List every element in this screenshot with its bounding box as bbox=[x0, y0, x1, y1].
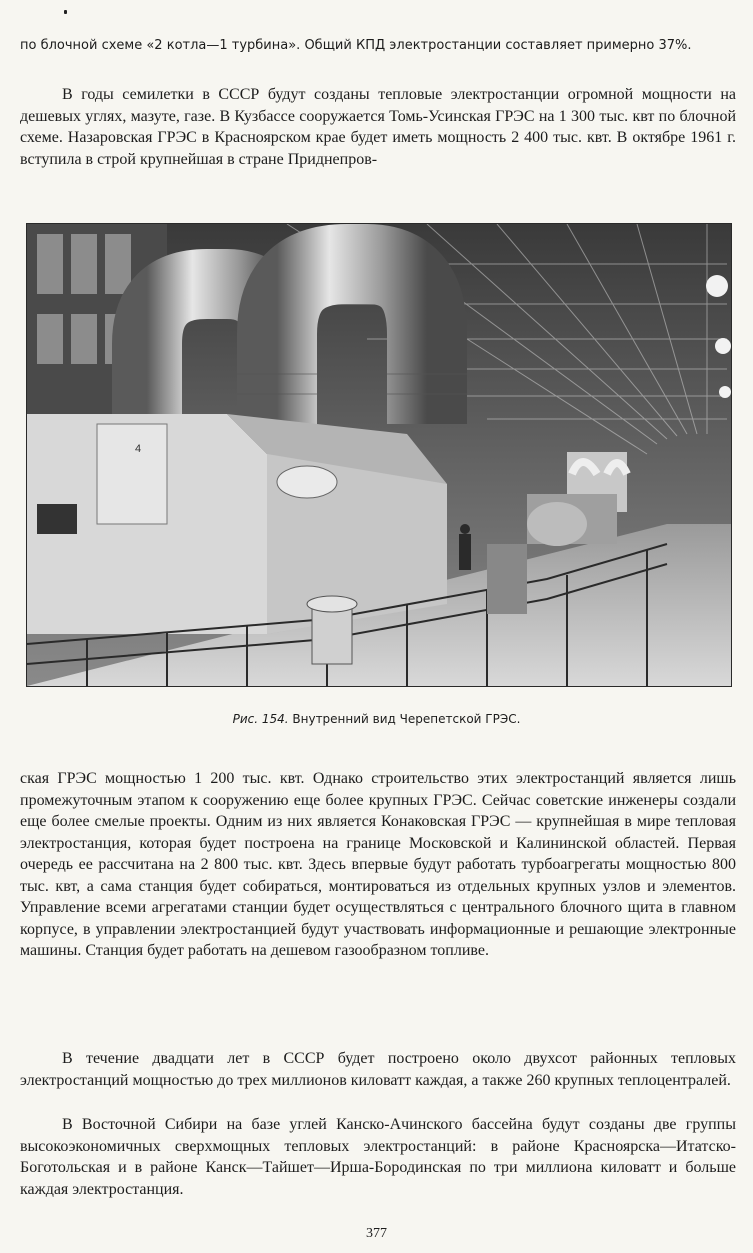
paragraph-continuation: по блочной схеме «2 котла—1 турбина». Общий КПД электростанции составляет примерно 37%. bbox=[20, 38, 692, 53]
paragraph-east-siberia: В Восточной Сибири на базе углей Канско-Ачинского бассейна будут созданы две группы высокоэкономичных сверхмощных тепловых электростанций: в районе Красноярска—Итатско-Боготольская и в районе Канск—Тайшет—Ирша-Бородинская по три миллиона киловатт и больше каждая электростанция. bbox=[20, 1116, 736, 1198]
paragraph-twenty-years: В течение двадцати лет в СССР будет построено около двухсот районных тепловых электростанций мощностью до трех миллионов киловатт каждая, а также 260 крупных теплоцентралей. bbox=[20, 1050, 736, 1089]
unit-number-marker: 4 bbox=[135, 443, 142, 455]
paragraph-konakovo: ская ГРЭС мощностью 1 200 тыс. квт. Однако строительство этих электростанций является лишь промежуточным этапом к сооружению еще более крупных ГРЭС. Сейчас советские инженеры создали еще более смелые проекты. Одним из них является Конаковская ГРЭС — крупнейшая в мире тепловая электростанция, которая будет построена на границе Московской и Калининской областей. Первая очередь ее рассчитана на 2 800 тыс. квт. Здесь впервые будут работать турбоагрегаты мощностью 800 тыс. квт, а сама станция будет собираться, монтироваться из отдельных крупных узлов и элементов. Управление всеми агрегатами станции будет осуществляться с центрального блочного щита в главном корпусе, в управлении электростанцией будут участвовать информационные и решающие электронные машины. Станция будет работать на дешевом газообразном топливе. bbox=[20, 770, 736, 959]
turbine-hall-illustration bbox=[27, 224, 731, 686]
paragraph-seven-year-plan: В годы семилетки в СССР будут созданы тепловые электростанции огромной мощности на дешевых углях, мазуте, газе. В Кузбассе сооружается Томь-Усинская ГРЭС на 1 300 тыс. квт по блочной схеме. Назаровская ГРЭС в Красноярском крае будет иметь мощность 2 400 тыс. квт. В октябре 1961 г. вступила в строй крупнейшая в стране Приднепров- bbox=[20, 86, 736, 168]
ink-speck bbox=[64, 10, 67, 14]
figure-caption bbox=[0, 712, 753, 726]
page-number: 377 bbox=[366, 1226, 387, 1241]
figure-caption-label: Рис. 154. bbox=[232, 712, 289, 726]
figure-turbine-hall-photo bbox=[26, 223, 732, 687]
figure-caption-text: Внутренний вид Черепетской ГРЭС. bbox=[292, 712, 521, 726]
